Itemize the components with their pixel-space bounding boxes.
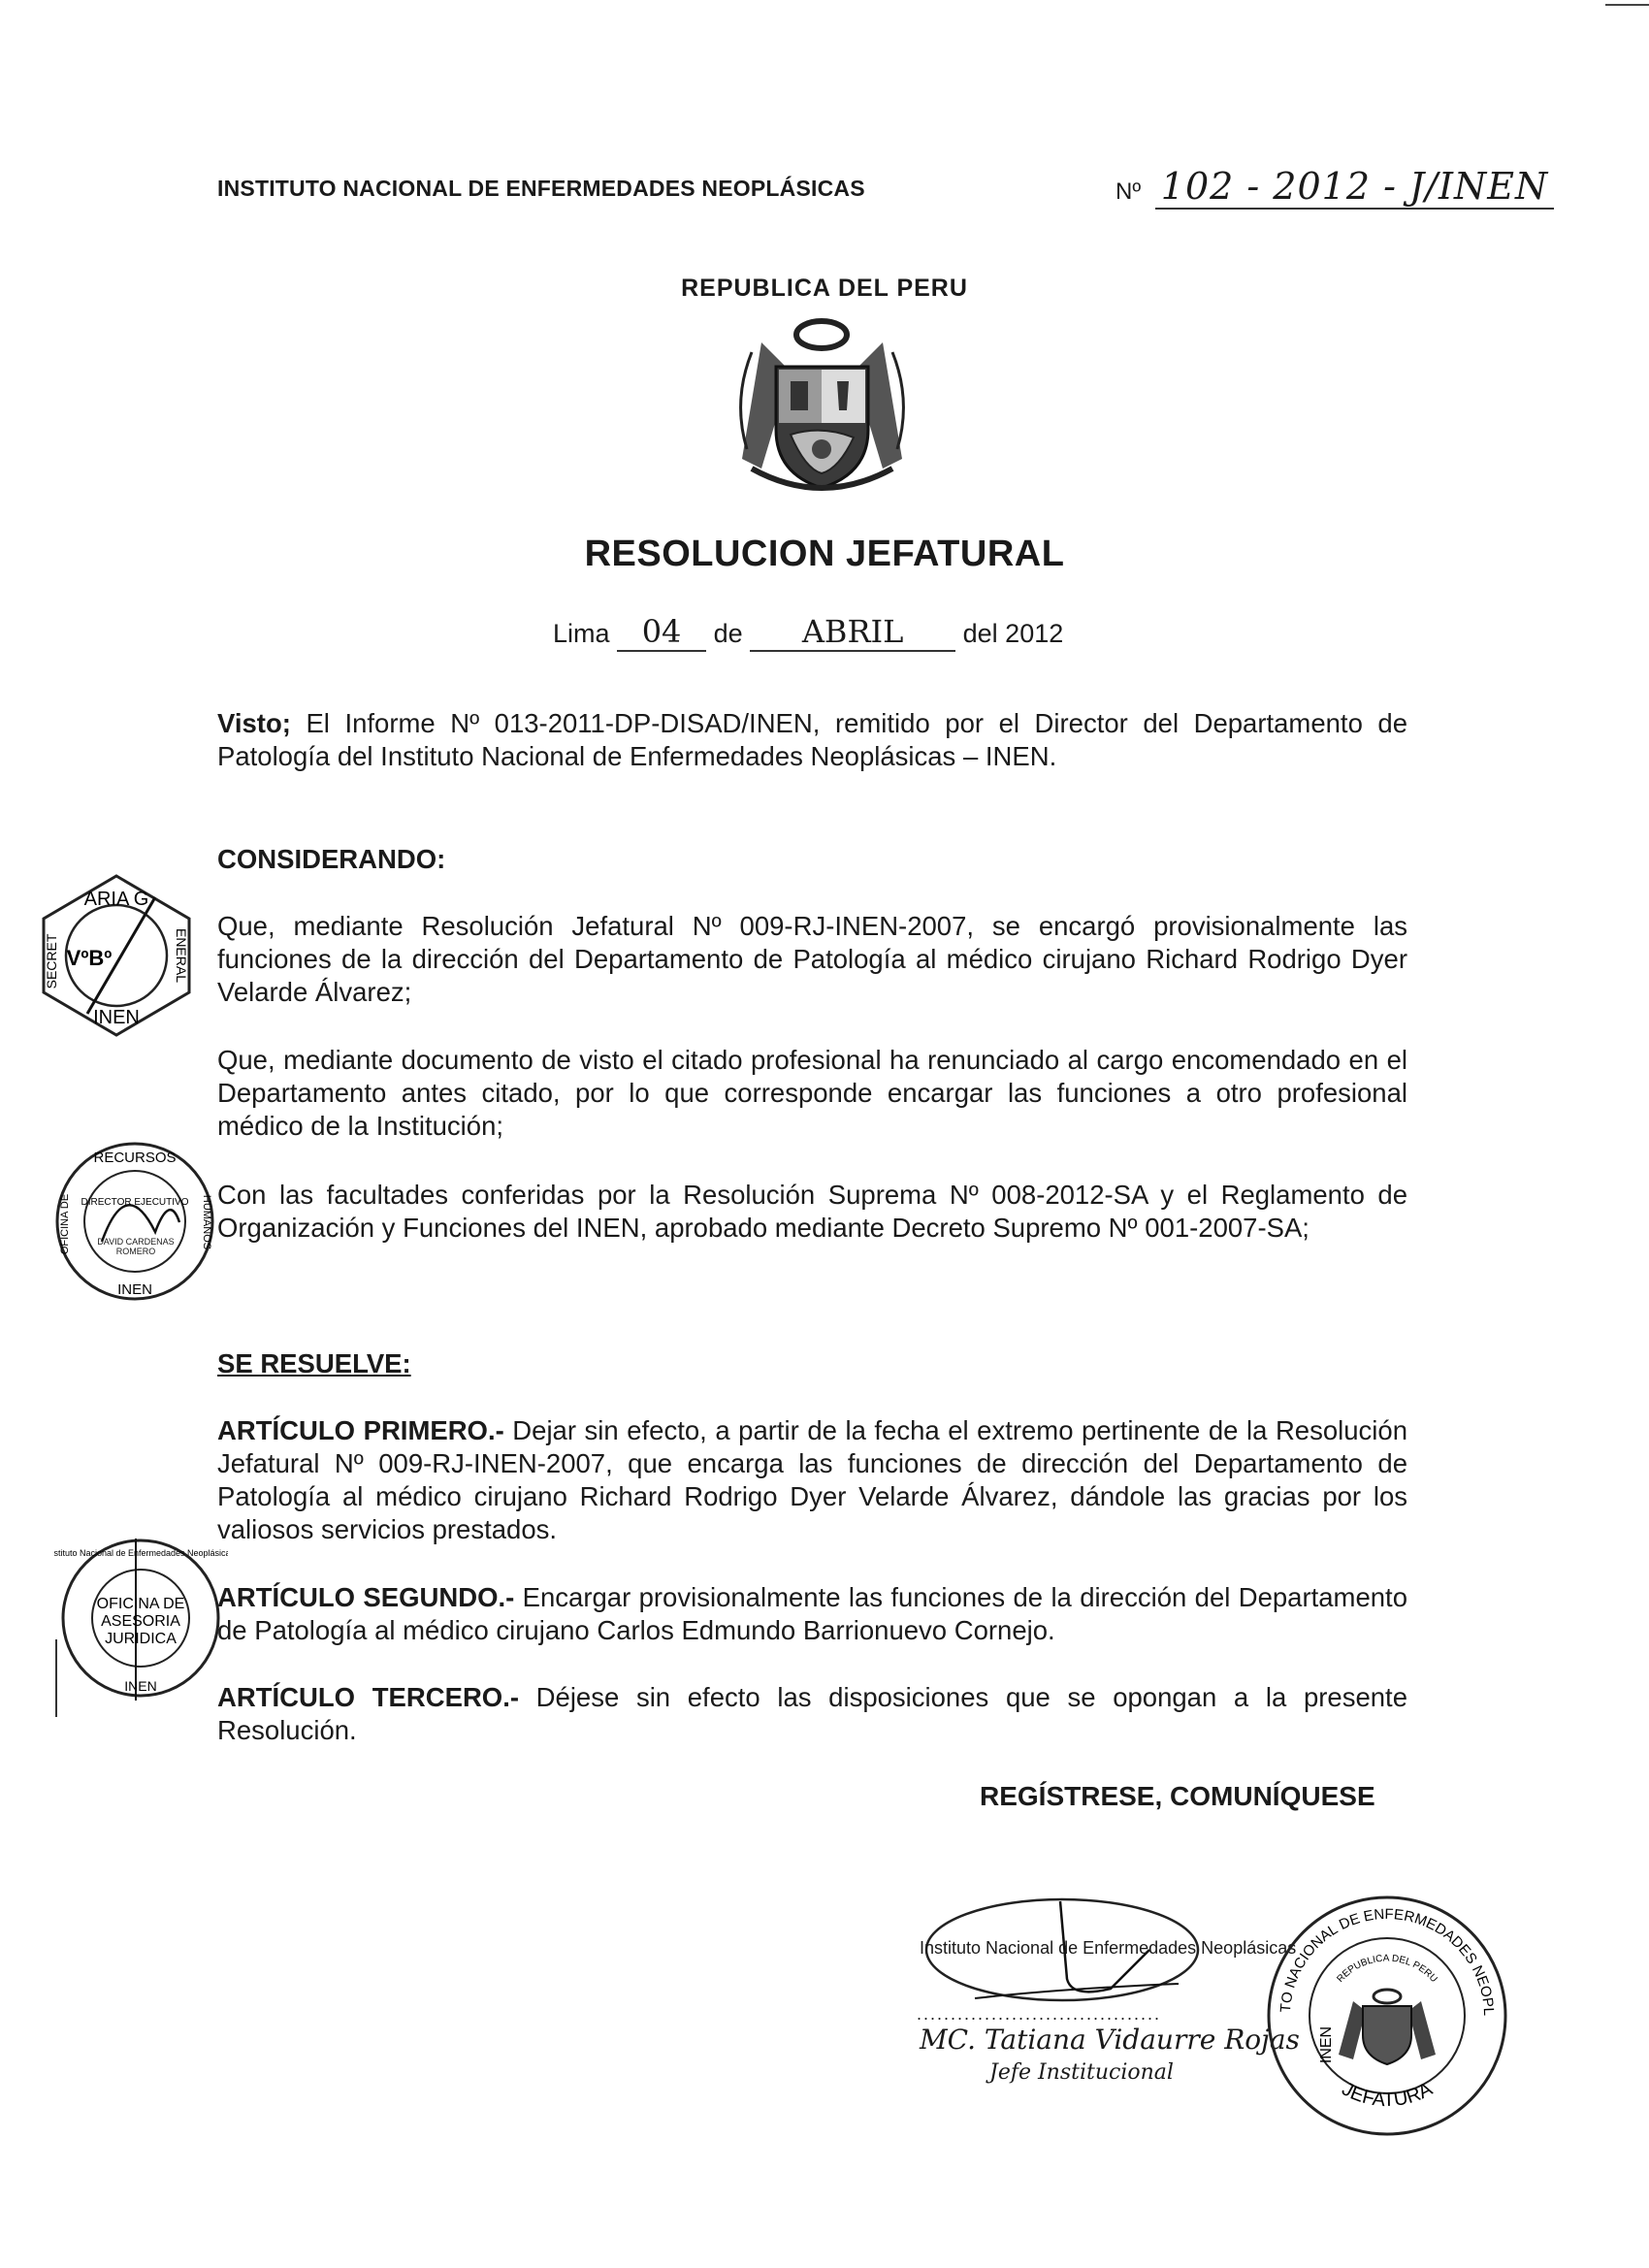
considerando-paragraph-2: Que, mediante documento de visto el citado profesional ha renunciado al cargo encomendado en el Departamento antes citado, por lo que corresponde encargar las funciones a otro profesional médico de la Institución; <box>217 1045 1407 1141</box>
considerando-paragraph-1: Que, mediante Resolución Jefatural Nº 009-RJ-INEN-2007, se encargó provisionalmente las funciones de la dirección del Departamento de Patología al médico cirujano Richard Rodrigo Dyer Velarde Álvarez; <box>217 911 1407 1007</box>
article-primero-label: ARTÍCULO PRIMERO.- <box>217 1415 504 1445</box>
date-day: 04 <box>641 613 682 650</box>
peru-coat-of-arms-icon <box>723 313 922 500</box>
stamp-jefatura-left: INEN <box>1318 2025 1335 2064</box>
date-day-blank <box>617 613 706 652</box>
margin-mark <box>55 1639 57 1717</box>
svg-text:REPUBLICA DEL PERU <box>1335 1954 1439 1985</box>
stamp-recursos-left: OFICINA DE <box>59 1193 71 1255</box>
signatory-role: Jefe Institucional <box>989 2060 1174 2085</box>
stamp-jefatura-ring-bottom: JEFATURA <box>1338 2078 1437 2112</box>
article-segundo-label: ARTÍCULO SEGUNDO.- <box>217 1582 515 1612</box>
visto-text: El Informe Nº 013-2011-DP-DISAD/INEN, remitido por el Director del Departamento de Patología del Instituto Nacional de Enfermedades Neoplásicas – INEN. <box>217 708 1407 771</box>
article-tercero-label: ARTÍCULO TERCERO.- <box>217 1682 519 1712</box>
signoff-text: REGÍSTRESE, COMUNÍQUESE <box>980 1781 1375 1811</box>
article-tercero <box>217 1681 1407 1747</box>
stamp-jefatura-inner: REPUBLICA DEL PERU <box>1335 1953 1439 1985</box>
institution-header: INSTITUTO NACIONAL DE ENFERMEDADES NEOPLÁSICAS <box>217 176 865 201</box>
stamp-recursos-bottom: INEN <box>117 1281 152 1298</box>
visto-label: Visto; <box>217 708 291 738</box>
recursos-humanos-stamp <box>48 1135 221 1308</box>
signatory-name: MC. Tatiana Vidaurre Rojas <box>920 2024 1300 2056</box>
resuelve-heading: SE RESUELVE: <box>217 1348 411 1378</box>
stamp-juridica-ring: Instituto Nacional de Enfermedades Neoplásicas <box>53 1548 228 1558</box>
stamp-juridica-center2: ASESORIA <box>101 1613 180 1630</box>
date-month-blank <box>750 613 955 652</box>
date-year: del 2012 <box>962 619 1064 648</box>
stamp-secretaria-bottom: INEN <box>93 1007 140 1028</box>
stamp-secretaria-top: ARIA G <box>83 889 149 910</box>
date-month: ABRIL <box>801 613 904 650</box>
article-segundo-text: Encargar provisionalmente las funciones de la dirección del Departamento de Patología al médico cirujano Carlos Edmundo Barrionuevo Cornejo. <box>217 1582 1407 1645</box>
article-segundo <box>217 1581 1407 1647</box>
signature-institution: Instituto Nacional de Enfermedades Neoplásicas <box>920 1938 1297 1958</box>
asesoria-juridica-stamp <box>53 1531 228 1705</box>
article-primero-text: Dejar sin efecto, a partir de la fecha el extremo pertinente de la Resolución Jefatural Nº 009-RJ-INEN-2007, que encarga las funciones de dirección del Departamento de Patología al médico cirujano Richard Rodrigo Dyer Velarde Álvarez, dándole las gracias por los valiosos servicios prestados. <box>217 1415 1407 1544</box>
resolution-number <box>1116 165 1554 208</box>
considerando-heading: CONSIDERANDO: <box>217 844 446 874</box>
date-de: de <box>713 619 743 648</box>
number-handwritten: 102 - 2012 - J/INEN <box>1155 165 1555 210</box>
top-edge-mark <box>1605 4 1649 6</box>
date-line <box>553 613 1063 652</box>
considerando-paragraph-3: Con las facultades conferidas por la Resolución Suprema Nº 008-2012-SA y el Reglamento de Organización y Funciones del INEN, aprobado mediante Decreto Supremo Nº 001-2007-SA; <box>217 1180 1407 1243</box>
republica-label: REPUBLICA DEL PERU <box>681 275 968 302</box>
stamp-secretaria-center: VºBº <box>66 946 113 970</box>
number-label: Nº <box>1116 178 1142 205</box>
stamp-recursos-center-top: DIRECTOR EJECUTIVO <box>81 1197 189 1208</box>
jefatura-stamp <box>1261 1890 1513 2142</box>
secretaria-general-stamp <box>29 868 204 1043</box>
stamp-juridica-center3: JURIDICA <box>105 1631 177 1647</box>
stamp-juridica-bottom: INEN <box>124 1678 157 1694</box>
date-city: Lima <box>553 619 610 648</box>
stamp-jefatura-ring-top: TO NACIONAL DE ENFERMEDADES NEOPL <box>1277 1905 1498 2017</box>
stamp-secretaria-right: ENERAL <box>174 927 189 984</box>
stamp-recursos-right: HUMANOS <box>201 1194 212 1250</box>
visto-paragraph <box>217 707 1407 773</box>
stamp-recursos-center-name: DAVID CARDENAS ROMERO <box>97 1237 175 1256</box>
stamp-secretaria-left: SECRET <box>44 933 59 989</box>
document-title: RESOLUCION JEFATURAL <box>584 534 1065 574</box>
signature-dotted-line: .................................... <box>917 2004 1162 2024</box>
stamp-jefatura-coat-icon <box>1339 1990 1436 2064</box>
stamp-recursos-top: RECURSOS <box>93 1150 177 1166</box>
article-tercero-text: Déjese sin efecto las disposiciones que se opongan a la presente Resolución. <box>217 1682 1407 1745</box>
svg-text:JEFATURA <box>1339 2078 1437 2111</box>
article-primero <box>217 1414 1407 1546</box>
stamp-juridica-center1: OFICINA DE <box>96 1596 185 1612</box>
